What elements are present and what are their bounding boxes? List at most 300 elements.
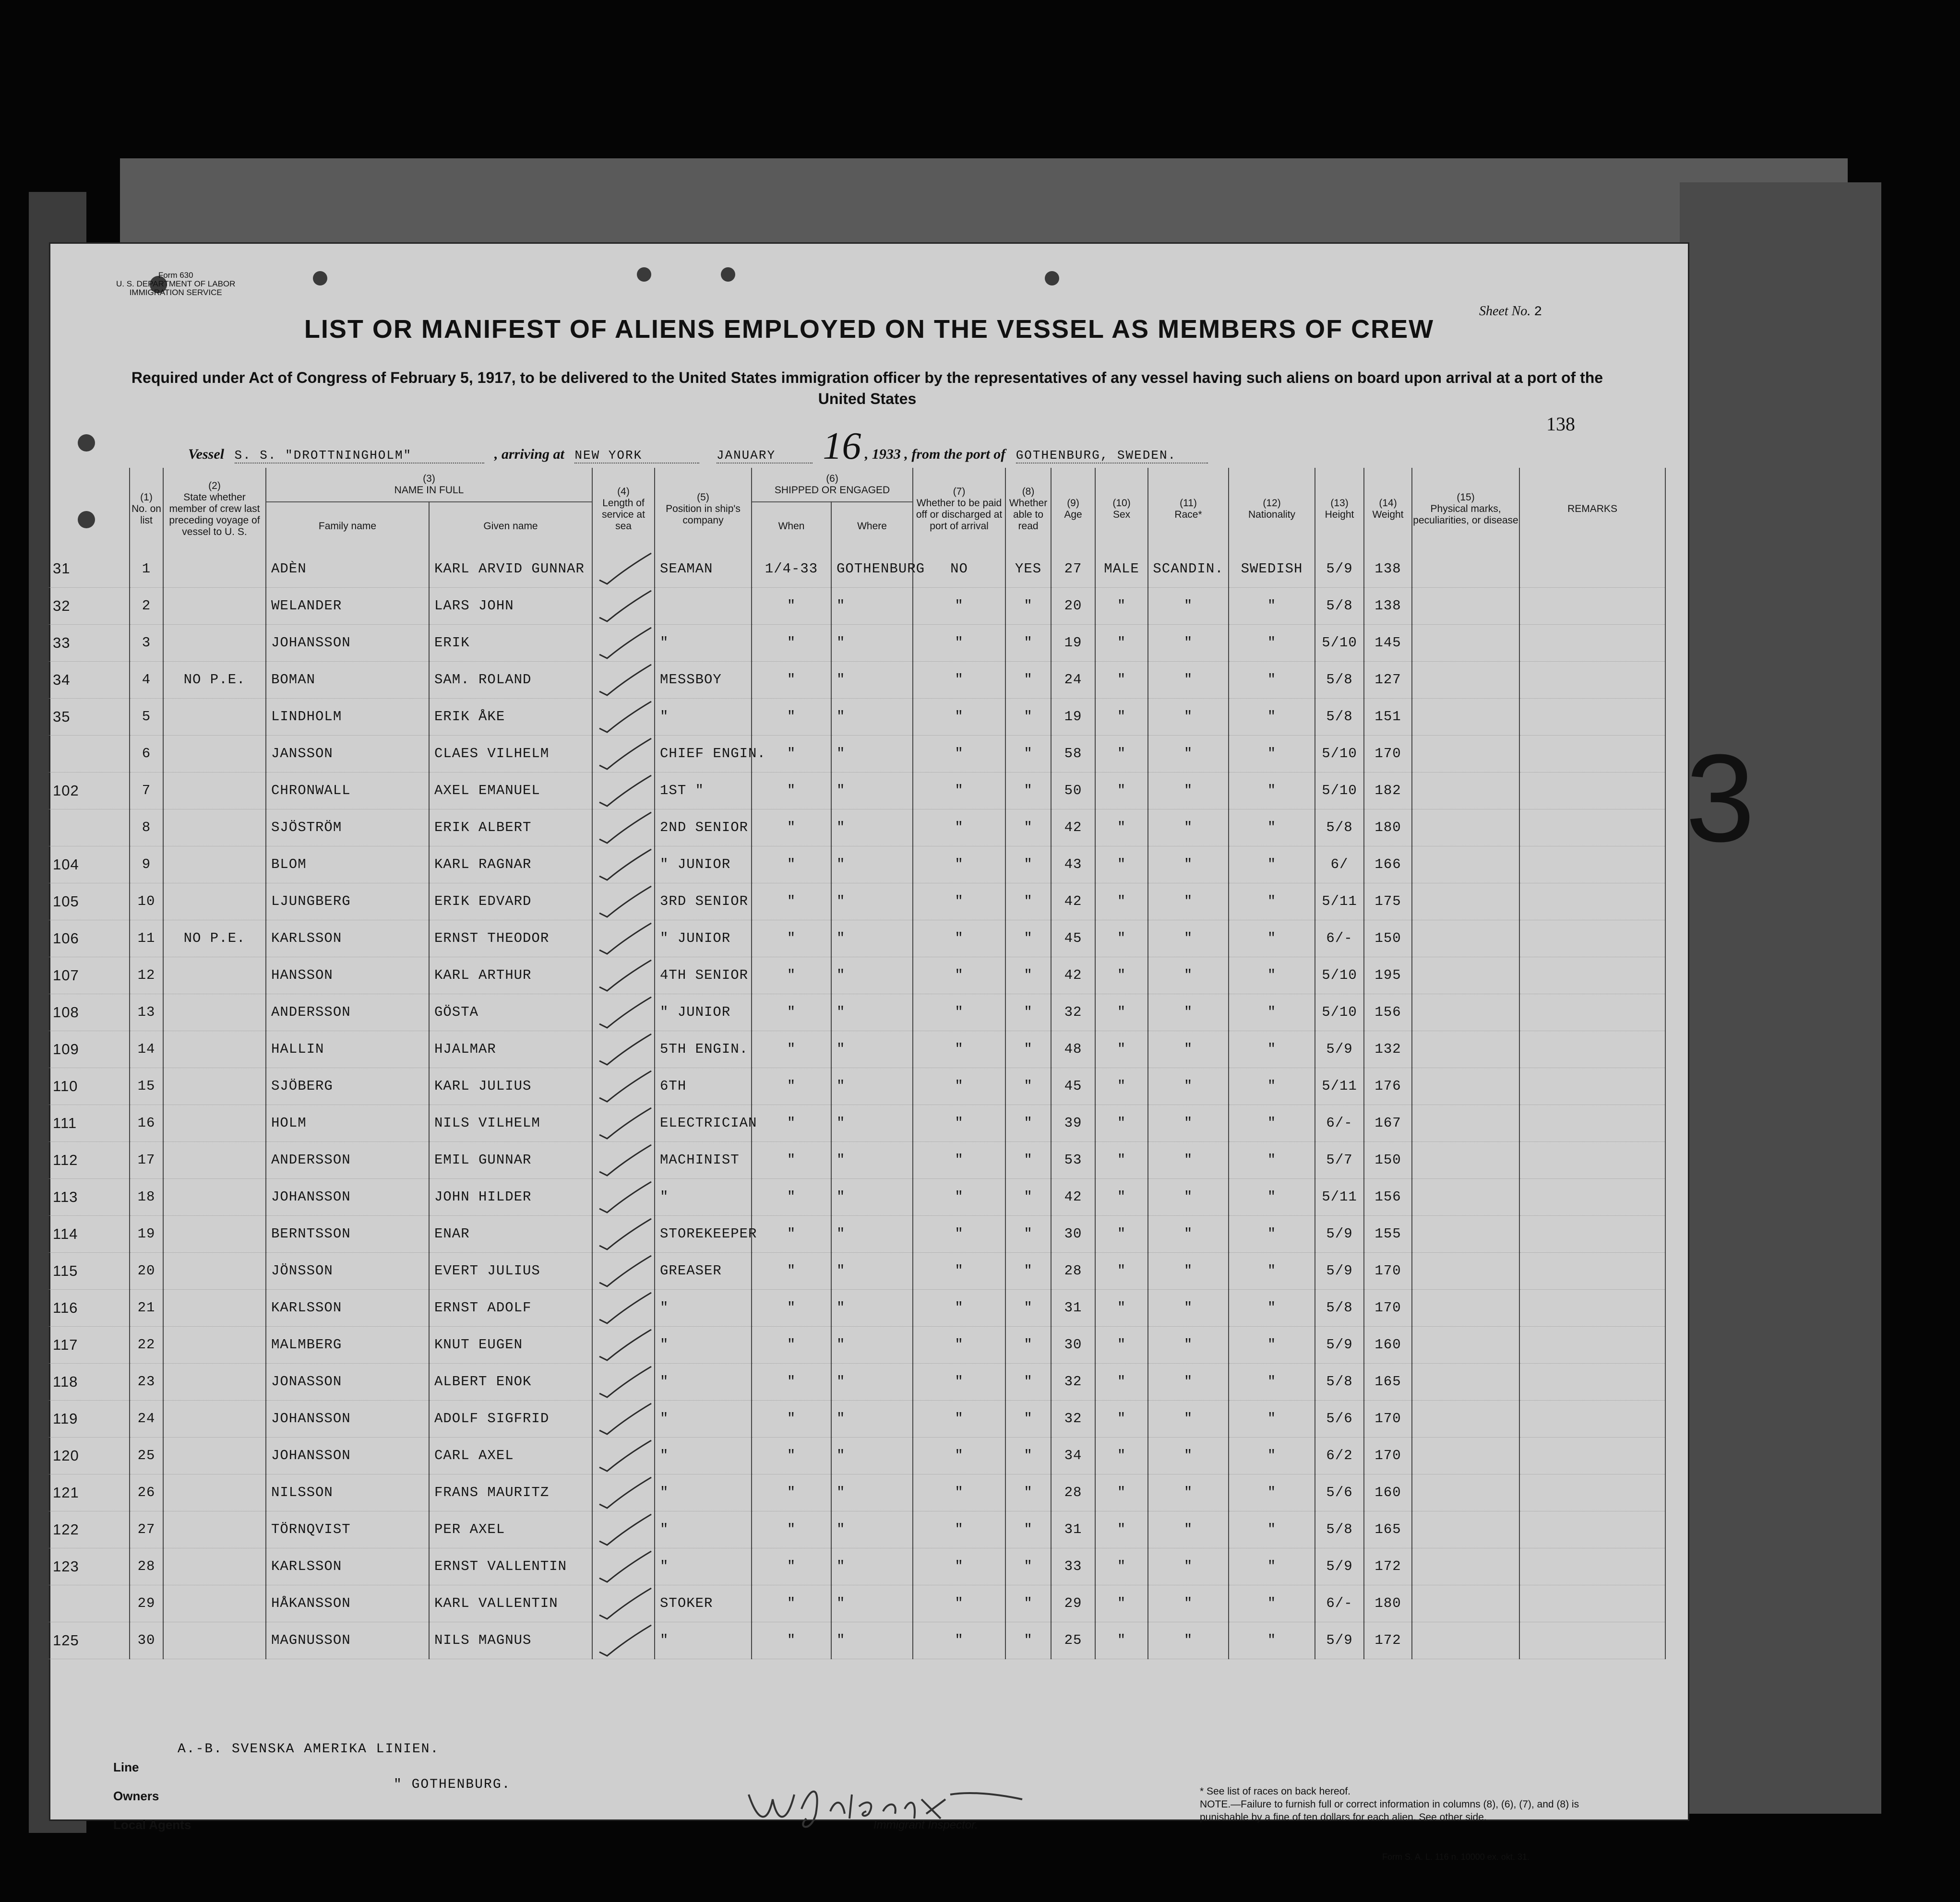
sex: "	[1095, 1400, 1148, 1437]
physical-marks	[1412, 1548, 1519, 1585]
family-name: JOHANSSON	[266, 1178, 429, 1215]
table-row	[49, 1511, 1665, 1548]
height: 6/2	[1315, 1437, 1364, 1474]
length-of-service	[592, 1252, 655, 1289]
family-name: SJÖBERG	[266, 1068, 429, 1105]
list-number: 6	[130, 735, 163, 772]
shipped-where: "	[831, 920, 913, 957]
family-name: TÖRNQVIST	[266, 1511, 429, 1548]
remarks	[1519, 1511, 1665, 1548]
length-of-service	[592, 1511, 655, 1548]
table-row	[49, 1068, 1665, 1105]
nationality: "	[1229, 1622, 1315, 1659]
shipped-where: "	[831, 1252, 913, 1289]
physical-marks	[1412, 735, 1519, 772]
age: 28	[1051, 1474, 1095, 1511]
race: "	[1148, 1215, 1229, 1252]
able-to-read: "	[1005, 1215, 1051, 1252]
line-row	[113, 1760, 139, 1775]
family-name: JONASSON	[266, 1363, 429, 1400]
table-row	[49, 624, 1665, 661]
paid-off: "	[913, 1289, 1005, 1326]
check-mark	[593, 1253, 655, 1289]
paid-off: NO	[913, 550, 1005, 587]
weight: 138	[1364, 587, 1412, 624]
shipped-where: "	[831, 735, 913, 772]
previous-voyage	[163, 1511, 266, 1548]
height: 5/9	[1315, 1622, 1364, 1659]
shipped-where: "	[831, 1585, 913, 1622]
age: 42	[1051, 883, 1095, 920]
previous-voyage	[163, 1215, 266, 1252]
nationality: "	[1229, 661, 1315, 698]
left-margin-number: 119	[49, 1400, 130, 1437]
shipped-where: "	[831, 846, 913, 883]
paid-off: "	[913, 587, 1005, 624]
position: "	[655, 698, 752, 735]
list-number: 29	[130, 1585, 163, 1622]
list-number: 26	[130, 1474, 163, 1511]
col-sex-header: (10) Sex	[1095, 468, 1148, 550]
race: "	[1148, 846, 1229, 883]
able-to-read: "	[1005, 772, 1051, 809]
age: 32	[1051, 1363, 1095, 1400]
race: "	[1148, 1105, 1229, 1141]
given-name: NILS VILHELM	[429, 1105, 592, 1141]
sex: "	[1095, 1363, 1148, 1400]
shipped-when: "	[752, 1105, 831, 1141]
sex: "	[1095, 1105, 1148, 1141]
position: 3RD SENIOR	[655, 883, 752, 920]
paid-off: "	[913, 1400, 1005, 1437]
position: GREASER	[655, 1252, 752, 1289]
remarks	[1519, 1400, 1665, 1437]
shipped-when: "	[752, 1548, 831, 1585]
shipped-when: "	[752, 1622, 831, 1659]
left-margin-number: 116	[49, 1289, 130, 1326]
table-row	[49, 550, 1665, 587]
table-row	[49, 846, 1665, 883]
physical-marks	[1412, 1215, 1519, 1252]
age: 45	[1051, 1068, 1095, 1105]
check-mark	[593, 846, 655, 883]
list-number: 12	[130, 957, 163, 994]
given-name: AXEL EMANUEL	[429, 772, 592, 809]
paid-off: "	[913, 1474, 1005, 1511]
remarks	[1519, 1031, 1665, 1068]
remarks	[1519, 1289, 1665, 1326]
previous-voyage	[163, 772, 266, 809]
family-name: HANSSON	[266, 957, 429, 994]
previous-voyage	[163, 1585, 266, 1622]
col-race-header: (11) Race*	[1148, 468, 1229, 550]
race: "	[1148, 1031, 1229, 1068]
check-mark	[593, 994, 655, 1031]
left-margin-number: 114	[49, 1215, 130, 1252]
check-mark	[593, 1474, 655, 1511]
paid-off: "	[913, 1511, 1005, 1548]
sex: "	[1095, 1031, 1148, 1068]
physical-marks	[1412, 1178, 1519, 1215]
col-where-header: Where	[831, 502, 913, 550]
check-mark	[593, 1622, 655, 1659]
sheet-value: 2	[1534, 305, 1542, 320]
nationality: "	[1229, 1215, 1315, 1252]
position	[655, 587, 752, 624]
length-of-service	[592, 920, 655, 957]
weight: 180	[1364, 1585, 1412, 1622]
shipped-where: "	[831, 698, 913, 735]
position: STOKER	[655, 1585, 752, 1622]
able-to-read: "	[1005, 1326, 1051, 1363]
nationality: "	[1229, 1548, 1315, 1585]
crew-rows	[49, 550, 1665, 1659]
sex: "	[1095, 1326, 1148, 1363]
family-name: MAGNUSSON	[266, 1622, 429, 1659]
physical-marks	[1412, 1068, 1519, 1105]
nationality: "	[1229, 957, 1315, 994]
check-mark	[593, 1105, 655, 1141]
given-name: KARL VALLENTIN	[429, 1585, 592, 1622]
remarks	[1519, 772, 1665, 809]
able-to-read: "	[1005, 957, 1051, 994]
physical-marks	[1412, 1252, 1519, 1289]
sex: "	[1095, 1585, 1148, 1622]
left-margin-number: 120	[49, 1437, 130, 1474]
nationality: "	[1229, 920, 1315, 957]
nationality: "	[1229, 698, 1315, 735]
table-row	[49, 1474, 1665, 1511]
col-prev-voyage-header: (2) State whether member of crew last preceding voyage of vessel to U. S.	[163, 468, 266, 550]
left-margin-number: 104	[49, 846, 130, 883]
family-name: BLOM	[266, 846, 429, 883]
family-name: NILSSON	[266, 1474, 429, 1511]
able-to-read: "	[1005, 846, 1051, 883]
shipped-when: "	[752, 1031, 831, 1068]
previous-voyage	[163, 1031, 266, 1068]
position: 6TH	[655, 1068, 752, 1105]
given-name: NILS MAGNUS	[429, 1622, 592, 1659]
col-read-header: (8) Whether able to read	[1005, 468, 1051, 550]
check-mark	[593, 699, 655, 735]
position: "	[655, 1400, 752, 1437]
left-margin-number: 121	[49, 1474, 130, 1511]
age: 48	[1051, 1031, 1095, 1068]
paid-off: "	[913, 920, 1005, 957]
able-to-read: "	[1005, 1031, 1051, 1068]
paid-off: "	[913, 957, 1005, 994]
race: "	[1148, 809, 1229, 846]
weight: 166	[1364, 846, 1412, 883]
nationality: "	[1229, 1363, 1315, 1400]
shipped-when: "	[752, 1068, 831, 1105]
given-name: ALBERT ENOK	[429, 1363, 592, 1400]
shipped-when: "	[752, 920, 831, 957]
shipped-where: GOTHENBURG	[831, 550, 913, 587]
given-name: JOHN HILDER	[429, 1178, 592, 1215]
length-of-service	[592, 846, 655, 883]
left-margin-number: 111	[49, 1105, 130, 1141]
paid-off: "	[913, 624, 1005, 661]
shipped-when: "	[752, 957, 831, 994]
col-physical-header: (15) Physical marks, peculiarities, or disease	[1412, 468, 1519, 550]
age: 45	[1051, 920, 1095, 957]
list-number: 5	[130, 698, 163, 735]
check-mark	[593, 662, 655, 698]
family-name: KARLSSON	[266, 1289, 429, 1326]
family-name: ADÈN	[266, 550, 429, 587]
able-to-read: "	[1005, 1178, 1051, 1215]
background-sheet-top	[120, 158, 1848, 254]
position: " JUNIOR	[655, 920, 752, 957]
col-height-header: (13) Height	[1315, 468, 1364, 550]
height: 5/8	[1315, 661, 1364, 698]
shipped-when: "	[752, 1585, 831, 1622]
remarks	[1519, 883, 1665, 920]
paid-off: "	[913, 883, 1005, 920]
length-of-service	[592, 1215, 655, 1252]
shipped-where: "	[831, 661, 913, 698]
shipped-where: "	[831, 1400, 913, 1437]
check-mark	[593, 1548, 655, 1585]
shipped-where: "	[831, 587, 913, 624]
check-mark	[593, 1068, 655, 1105]
list-number: 3	[130, 624, 163, 661]
family-name: BOMAN	[266, 661, 429, 698]
remarks	[1519, 1363, 1665, 1400]
check-mark	[593, 1179, 655, 1215]
col-position-header: (5) Position in ship's company	[655, 468, 752, 550]
weight: 175	[1364, 883, 1412, 920]
paid-off: "	[913, 1105, 1005, 1141]
paid-off: "	[913, 1178, 1005, 1215]
previous-voyage	[163, 1289, 266, 1326]
weight: 172	[1364, 1548, 1412, 1585]
sex: "	[1095, 809, 1148, 846]
check-mark	[593, 1438, 655, 1474]
left-margin-number: 107	[49, 957, 130, 994]
remarks	[1519, 1215, 1665, 1252]
age: 20	[1051, 587, 1095, 624]
check-mark	[593, 625, 655, 661]
line-value: A.-B. SVENSKA AMERIKA LINIEN.	[178, 1742, 440, 1757]
remarks	[1519, 624, 1665, 661]
height: 5/9	[1315, 550, 1364, 587]
check-mark	[593, 809, 655, 846]
length-of-service	[592, 1105, 655, 1141]
position: "	[655, 1289, 752, 1326]
length-of-service	[592, 1326, 655, 1363]
race: "	[1148, 1363, 1229, 1400]
punch-hole	[637, 267, 651, 282]
height: 5/11	[1315, 1178, 1364, 1215]
given-name: ENAR	[429, 1215, 592, 1252]
sex: "	[1095, 1068, 1148, 1105]
able-to-read: "	[1005, 994, 1051, 1031]
shipped-where: "	[831, 1215, 913, 1252]
table-row	[49, 1289, 1665, 1326]
position: MACHINIST	[655, 1141, 752, 1178]
nationality: "	[1229, 1031, 1315, 1068]
shipped-where: "	[831, 883, 913, 920]
remarks	[1519, 1326, 1665, 1363]
left-margin-number: 32	[49, 587, 130, 624]
race: "	[1148, 735, 1229, 772]
footnotes	[1200, 1785, 1593, 1824]
able-to-read: "	[1005, 1511, 1051, 1548]
previous-voyage	[163, 1400, 266, 1437]
age: 42	[1051, 957, 1095, 994]
previous-voyage	[163, 587, 266, 624]
weight: 127	[1364, 661, 1412, 698]
col-family-name-header: Family name	[266, 502, 429, 550]
table-row	[49, 1622, 1665, 1659]
nationality: "	[1229, 1437, 1315, 1474]
position: MESSBOY	[655, 661, 752, 698]
position: STOREKEEPER	[655, 1215, 752, 1252]
remarks	[1519, 1585, 1665, 1622]
previous-voyage	[163, 1326, 266, 1363]
family-name: LINDHOLM	[266, 698, 429, 735]
able-to-read: "	[1005, 1141, 1051, 1178]
sex: "	[1095, 920, 1148, 957]
nationality: "	[1229, 735, 1315, 772]
sex: "	[1095, 1622, 1148, 1659]
given-name: CLAES VILHELM	[429, 735, 592, 772]
age: 33	[1051, 1548, 1095, 1585]
physical-marks	[1412, 1031, 1519, 1068]
shipped-where: "	[831, 1474, 913, 1511]
paid-off: "	[913, 1363, 1005, 1400]
nationality: "	[1229, 1326, 1315, 1363]
height: 5/6	[1315, 1474, 1364, 1511]
shipped-where: "	[831, 1068, 913, 1105]
left-margin-number: 106	[49, 920, 130, 957]
remarks	[1519, 1252, 1665, 1289]
family-name: HALLIN	[266, 1031, 429, 1068]
list-number: 19	[130, 1215, 163, 1252]
able-to-read: "	[1005, 661, 1051, 698]
given-name: EVERT JULIUS	[429, 1252, 592, 1289]
length-of-service	[592, 1437, 655, 1474]
check-mark	[593, 736, 655, 772]
age: 53	[1051, 1141, 1095, 1178]
page-title: LIST OR MANIFEST OF ALIENS EMPLOYED ON THE VESSEL AS MEMBERS OF CREW	[304, 315, 1434, 344]
list-number: 14	[130, 1031, 163, 1068]
race: "	[1148, 1474, 1229, 1511]
left-margin-number: 117	[49, 1326, 130, 1363]
nationality: "	[1229, 809, 1315, 846]
nationality: "	[1229, 1289, 1315, 1326]
previous-voyage	[163, 883, 266, 920]
given-name: EMIL GUNNAR	[429, 1141, 592, 1178]
check-mark	[593, 1290, 655, 1326]
length-of-service	[592, 1031, 655, 1068]
from-label: , from the port of	[904, 446, 1006, 462]
physical-marks	[1412, 1474, 1519, 1511]
left-margin-number: 108	[49, 994, 130, 1031]
col-when-header: When	[752, 502, 831, 550]
nationality: "	[1229, 624, 1315, 661]
able-to-read: "	[1005, 1400, 1051, 1437]
list-number: 30	[130, 1622, 163, 1659]
family-name: WELANDER	[266, 587, 429, 624]
shipped-where: "	[831, 809, 913, 846]
physical-marks	[1412, 994, 1519, 1031]
age: 28	[1051, 1252, 1095, 1289]
weight: 170	[1364, 1437, 1412, 1474]
physical-marks	[1412, 1141, 1519, 1178]
list-number: 24	[130, 1400, 163, 1437]
remarks	[1519, 587, 1665, 624]
shipped-when: "	[752, 883, 831, 920]
nationality: "	[1229, 1178, 1315, 1215]
table-row	[49, 661, 1665, 698]
age: 31	[1051, 1511, 1095, 1548]
race: "	[1148, 1585, 1229, 1622]
paid-off: "	[913, 1622, 1005, 1659]
weight: 150	[1364, 920, 1412, 957]
agents-label: Local Agents	[113, 1818, 191, 1832]
previous-voyage	[163, 1363, 266, 1400]
weight: 170	[1364, 1289, 1412, 1326]
height: 5/6	[1315, 1400, 1364, 1437]
physical-marks	[1412, 587, 1519, 624]
family-name: SJÖSTRÖM	[266, 809, 429, 846]
able-to-read: "	[1005, 1437, 1051, 1474]
remarks	[1519, 1178, 1665, 1215]
left-margin-number: 118	[49, 1363, 130, 1400]
table-row	[49, 1363, 1665, 1400]
length-of-service	[592, 883, 655, 920]
list-number: 25	[130, 1437, 163, 1474]
punch-hole	[78, 434, 95, 452]
shipped-where: "	[831, 1141, 913, 1178]
given-name: KARL RAGNAR	[429, 846, 592, 883]
paid-off: "	[913, 1141, 1005, 1178]
shipped-where: "	[831, 994, 913, 1031]
able-to-read: "	[1005, 1068, 1051, 1105]
nationality: "	[1229, 587, 1315, 624]
able-to-read: "	[1005, 809, 1051, 846]
weight: 172	[1364, 1622, 1412, 1659]
sex: "	[1095, 735, 1148, 772]
height: 5/8	[1315, 809, 1364, 846]
shipped-where: "	[831, 1622, 913, 1659]
check-mark	[593, 1216, 655, 1252]
list-number: 10	[130, 883, 163, 920]
paid-off: "	[913, 994, 1005, 1031]
age: 34	[1051, 1437, 1095, 1474]
weight: 165	[1364, 1363, 1412, 1400]
position: SEAMAN	[655, 550, 752, 587]
remarks	[1519, 994, 1665, 1031]
table-row	[49, 735, 1665, 772]
weight: 145	[1364, 624, 1412, 661]
physical-marks	[1412, 1105, 1519, 1141]
sex: "	[1095, 661, 1148, 698]
left-margin-number: 109	[49, 1031, 130, 1068]
physical-marks	[1412, 846, 1519, 883]
position: "	[655, 1622, 752, 1659]
list-number: 28	[130, 1548, 163, 1585]
family-name: KARLSSON	[266, 920, 429, 957]
previous-voyage	[163, 809, 266, 846]
from-port: GOTHENBURG, SWEDEN.	[1016, 448, 1208, 464]
list-number: 2	[130, 587, 163, 624]
left-margin-number	[49, 735, 130, 772]
col-no-header: (1) No. on list	[130, 468, 163, 550]
